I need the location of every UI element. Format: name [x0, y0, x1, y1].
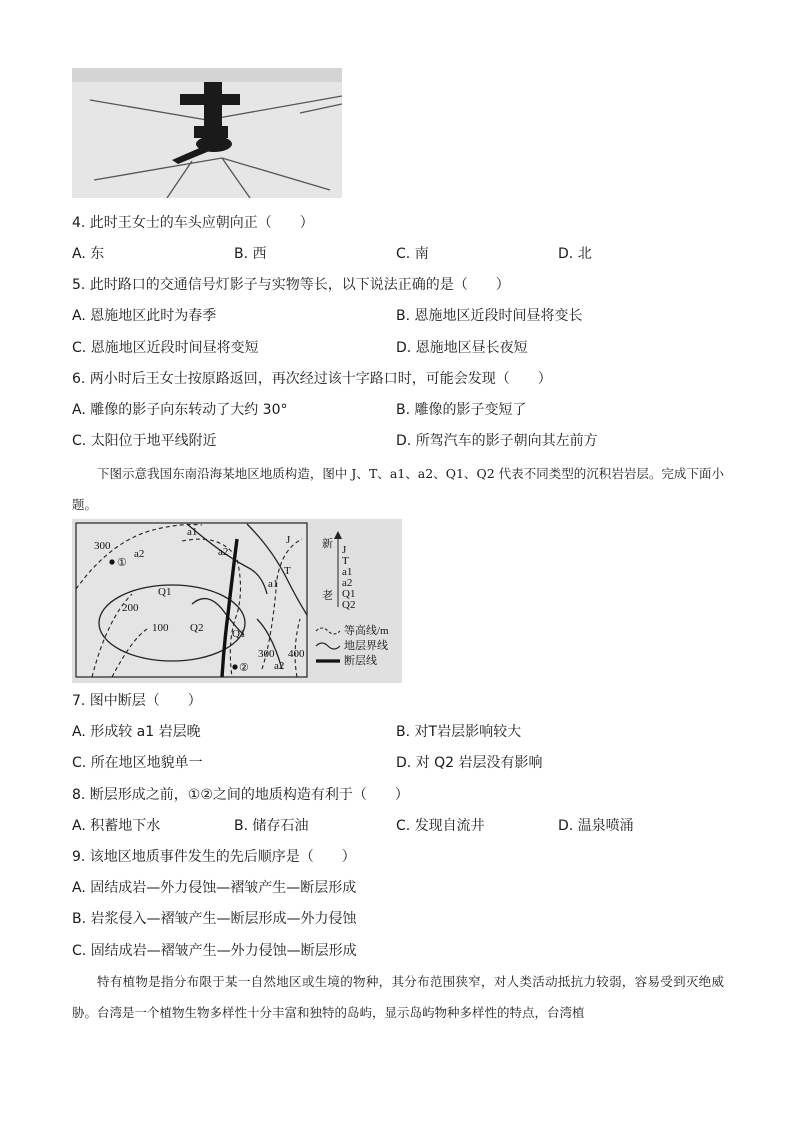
age-seq-a2: a2 — [342, 577, 353, 589]
age-seq-q1: Q1 — [342, 588, 356, 600]
stratum-label-a1-top: a1 — [187, 526, 198, 538]
q7-option-d[interactable]: D. 对 Q2 岩层没有影响 — [396, 755, 543, 771]
contour-label-300-bottom: 300 — [258, 648, 275, 660]
legend-fault-label: 断层线 — [344, 655, 377, 667]
geology-intro-paragraph: 下图示意我国东南沿海某地区地质构造，图中 J、T、a1、a2、Q1、Q2 代表不同类型的沉积岩岩层。完成下面小题。 — [72, 466, 724, 512]
age-seq-q2: Q2 — [342, 599, 356, 611]
q7-option-c[interactable]: C. 所在地区地貌单一 — [72, 755, 203, 771]
contour-label-200: 200 — [122, 602, 139, 614]
stratum-label-q1: Q1 — [158, 586, 172, 598]
q8-option-d[interactable]: D. 温泉喷涌 — [558, 818, 634, 834]
geology-map-svg — [72, 519, 402, 683]
q4-option-d[interactable]: D. 北 — [558, 246, 592, 262]
q7-option-b[interactable]: B. 对T岩层影响较大 — [396, 724, 522, 740]
q6-option-c[interactable]: C. 太阳位于地平线附近 — [72, 433, 217, 449]
q9-stem: 9. 该地区地质事件发生的先后顺序是（ ） — [72, 849, 356, 865]
age-seq-a1: a1 — [342, 566, 353, 578]
stratum-label-a2-mid: a2 — [218, 546, 229, 558]
q8-option-c[interactable]: C. 发现自流井 — [396, 818, 485, 834]
age-seq-j: J — [342, 544, 347, 556]
stratum-label-a2-bottom: a2 — [274, 660, 285, 672]
q5-option-b[interactable]: B. 恩施地区近段时间昼将变长 — [396, 308, 583, 324]
q6-option-b[interactable]: B. 雕像的影子变短了 — [396, 402, 527, 418]
age-new-label: 新 — [322, 538, 333, 550]
q4-option-b[interactable]: B. 西 — [234, 246, 267, 262]
q9-option-b[interactable]: B. 岩浆侵入—褶皱产生—断层形成—外力侵蚀 — [72, 911, 357, 927]
q6-stem: 6. 两小时后王女士按原路返回，再次经过该十字路口时，可能会发现（ ） — [72, 371, 552, 387]
q5-option-c[interactable]: C. 恩施地区近段时间昼将变短 — [72, 340, 259, 356]
statue-shadow-illustration — [72, 68, 342, 198]
stratum-label-a1-right: a1 — [268, 578, 279, 590]
age-seq-t: T — [342, 555, 349, 567]
geology-map — [72, 519, 402, 683]
q4-option-a[interactable]: A. 东 — [72, 246, 105, 262]
legend-strata-label: 地层界线 — [344, 640, 388, 652]
legend-contour-label: 等高线/m — [344, 625, 389, 637]
q7-stem: 7. 图中断层（ ） — [72, 693, 202, 709]
point-1-label: ① — [117, 557, 127, 569]
age-old-label: 老 — [322, 590, 333, 602]
point-1-marker — [109, 559, 114, 564]
q8-option-b[interactable]: B. 储存石油 — [234, 818, 309, 834]
q7-option-a[interactable]: A. 形成较 a1 岩层晚 — [72, 724, 201, 740]
q8-option-a[interactable]: A. 积蓄地下水 — [72, 818, 161, 834]
q9-option-a[interactable]: A. 固结成岩—外力侵蚀—褶皱产生—断层形成 — [72, 880, 357, 896]
point-2-marker — [232, 664, 237, 669]
contour-label-400: 400 — [288, 648, 305, 660]
q8-stem: 8. 断层形成之前，①②之间的地质构造有利于（ ） — [72, 787, 409, 803]
stratum-label-q2: Q2 — [190, 622, 204, 634]
q4-option-c[interactable]: C. 南 — [396, 246, 429, 262]
q5-option-d[interactable]: D. 恩施地区昼长夜短 — [396, 340, 528, 356]
stratum-label-a2-left: a2 — [134, 548, 145, 560]
stratum-label-t: T — [284, 565, 291, 577]
q4-stem: 4. 此时王女士的车头应朝向正（ ） — [72, 215, 314, 231]
q6-option-a[interactable]: A. 雕像的影子向东转动了大约 30° — [72, 402, 288, 418]
q6-option-d[interactable]: D. 所驾汽车的影子朝向其左前方 — [396, 433, 598, 449]
contour-label-300-top: 300 — [94, 540, 111, 552]
contour-label-100: 100 — [152, 622, 169, 634]
plants-intro-paragraph: 特有植物是指分布限于某一自然地区或生境的物种，其分布范围狭窄，对人类活动抵抗力较弱，容易受到灭绝威胁。台湾是一个植物生物多样性十分丰富和独特的岛屿，显示岛屿物种多样性的特点，台湾植 — [72, 974, 724, 1020]
stratum-label-j: J — [286, 534, 291, 546]
stratum-label-q1-right: Q1 — [232, 628, 246, 640]
q5-option-a[interactable]: A. 恩施地区此时为春季 — [72, 308, 217, 324]
point-2-label: ② — [239, 662, 249, 674]
q9-option-c[interactable]: C. 固结成岩—褶皱产生—外力侵蚀—断层形成 — [72, 943, 357, 959]
statue-shadow-photo — [72, 68, 342, 198]
q5-stem: 5. 此时路口的交通信号灯影子与实物等长，以下说法正确的是（ ） — [72, 277, 510, 293]
